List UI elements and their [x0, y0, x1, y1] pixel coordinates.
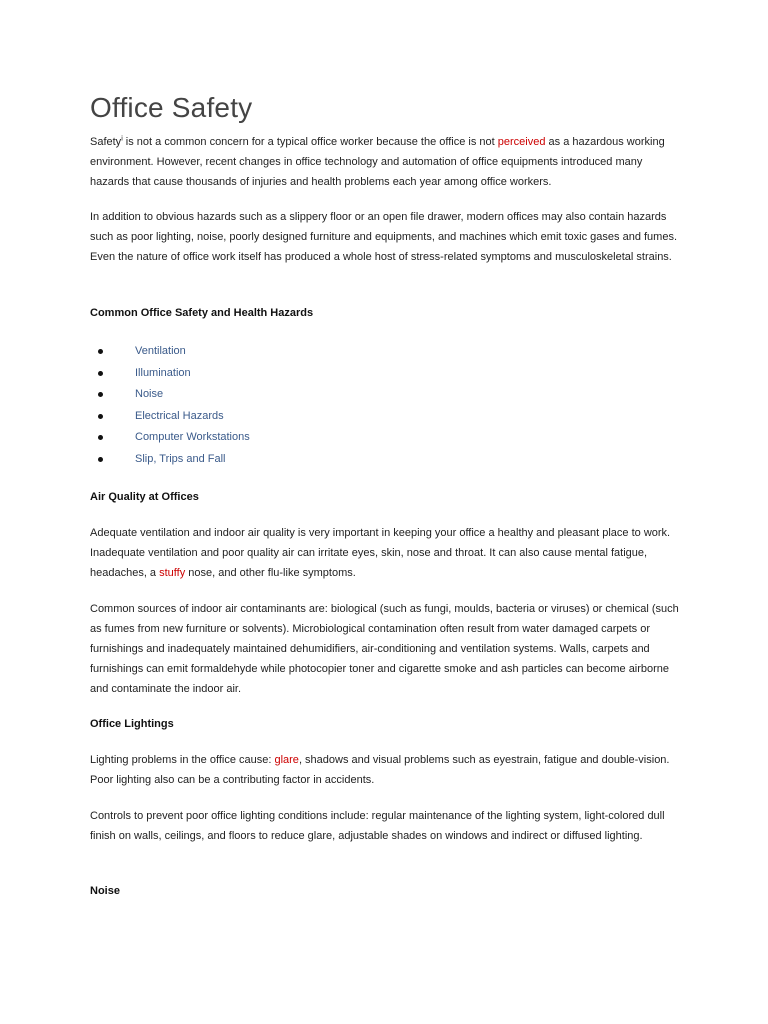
hazard-link-computer-workstations[interactable]: Computer Workstations	[135, 431, 250, 444]
bullet-icon	[98, 392, 103, 397]
intro-text-middle: is not a common concern for a typical office worker because the office is not	[122, 136, 498, 148]
air-quality-paragraph-1	[90, 523, 680, 583]
page-title: Office Safety	[90, 92, 253, 123]
intro-text-end: as a hazardous working environment. However, recent changes in office technology and automation of office equipments introduced many hazards that cause thousands of injuries and health problems each year among office workers.	[90, 136, 665, 188]
bullet-icon	[98, 414, 103, 419]
lighting-paragraph-1	[90, 750, 680, 790]
air-quality-text-end: nose, and other flu-like symptoms.	[185, 567, 356, 579]
lighting-text-start: Lighting problems in the office cause:	[90, 754, 275, 766]
highlighted-word-stuffy: stuffy	[159, 567, 186, 579]
bullet-icon	[98, 457, 103, 462]
highlighted-word-glare: glare	[274, 754, 299, 766]
lighting-heading: Office Lightings	[90, 718, 174, 730]
lighting-paragraph-2: Controls to prevent poor office lighting conditions include: regular maintenance of the lighting system, light-colored dull finish on walls, ceilings, and floors to reduce glare, adjustable shades on windows and indirect or diffused lighting.	[90, 810, 665, 842]
bullet-icon	[98, 435, 103, 440]
hazard-link-illumination[interactable]: Illumination	[135, 366, 191, 379]
hazard-link-noise[interactable]: Noise	[135, 388, 164, 401]
lighting-text-end: , shadows and visual problems such as eyestrain, fatigue and double-vision. Poor lighting also can be a contributing factor in accidents.	[90, 754, 670, 786]
highlighted-word-perceived: perceived	[497, 136, 546, 148]
intro-paragraph-1	[90, 132, 680, 192]
bullet-icon	[98, 371, 103, 376]
noise-heading: Noise	[90, 885, 120, 897]
air-quality-heading: Air Quality at Offices	[90, 491, 199, 503]
intro-paragraph-2: In addition to obvious hazards such as a slippery floor or an open file drawer, modern offices may also contain hazards such as poor lighting, noise, poorly designed furniture and equipments, and machines which emit toxic gases and fumes. Even the nature of office work itself has produced a whole host of stress-related symptoms and musculoskeletal strains.	[90, 211, 678, 263]
air-quality-paragraph-2: Common sources of indoor air contaminants are: biological (such as fungi, moulds, bacteria or viruses) or chemical (such as fumes from new furniture or solvents). Microbiological contamination often result from water damaged carpets or furnishings and inadequately maintained dehumidifiers, air-conditioning and ventilation systems. Walls, carpets and furnishings can emit formaldehyde while photocopier toner and cigarette smoke and ash particles can become airborne and contaminate the indoor air.	[90, 603, 679, 695]
footnote-marker: i	[121, 135, 123, 143]
hazard-link-ventilation[interactable]: Ventilation	[135, 345, 186, 357]
hazard-link-electrical[interactable]: Electrical Hazards	[135, 409, 224, 422]
bullet-icon	[98, 349, 103, 354]
air-quality-text-start: Adequate ventilation and indoor air quality is very important in keeping your office a healthy and pleasant place to work. Inadequate ventilation and poor quality air can irritate eyes, skin, nose and throat. It can also cause mental fatigue, headaches, a	[90, 527, 671, 579]
hazards-heading: Common Office Safety and Health Hazards	[90, 307, 314, 319]
intro-text-start: Safety	[90, 136, 122, 148]
hazard-link-slip-trips-fall[interactable]: Slip, Trips and Fall	[135, 452, 226, 465]
